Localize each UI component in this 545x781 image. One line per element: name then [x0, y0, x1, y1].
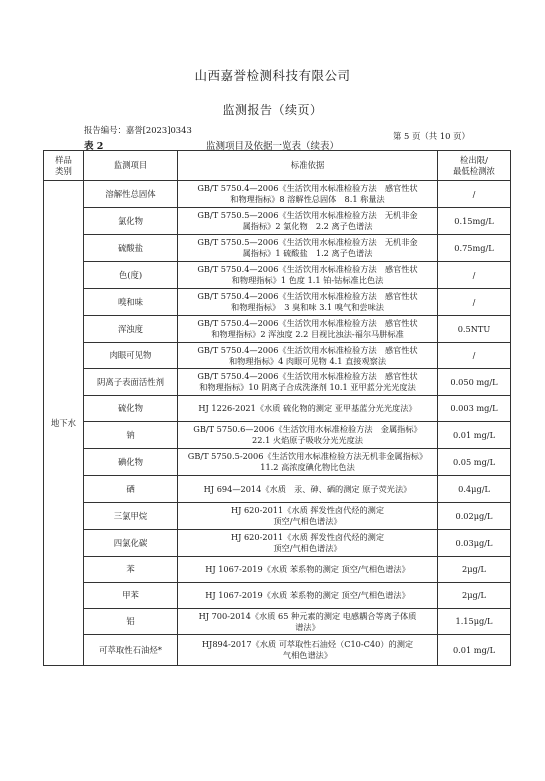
table-row: [44, 530, 511, 557]
table-label: 表 2: [84, 141, 104, 152]
basis-cell: [178, 316, 438, 343]
col-header-limit-line1: 检出限/: [460, 154, 488, 165]
limit-cell: 0.050 mg/L: [438, 369, 511, 396]
sample-category-cell: 地下水: [44, 181, 84, 666]
item-cell: 溶解性总固体: [84, 181, 178, 208]
basis-cell: [178, 449, 438, 476]
basis-cell: [178, 235, 438, 262]
limit-cell: /: [438, 181, 511, 208]
item-cell: 钠: [84, 422, 178, 449]
col-header-sample-line2: 类别: [55, 165, 72, 176]
table-row: [44, 503, 511, 530]
basis-line-1: GB/T 5750.4—2006《生活饮用水标准检验方法 感官性状: [197, 371, 418, 381]
basis-cell: [178, 609, 438, 635]
basis-line-1: GB/T 5750.5-2006《生活饮用水标准检验方法无机非金属指标》: [187, 451, 428, 461]
basis-line-2: 属指标》1 硫酸盐 1.2 离子色谱法: [242, 248, 373, 258]
basis-cell: [178, 583, 438, 609]
limit-cell: 2μg/L: [438, 557, 511, 583]
table-row: [44, 609, 511, 635]
basis-line-2: 属指标》2 氯化物 2.2 离子色谱法: [242, 221, 373, 231]
document-title: 监测报告（续页）: [222, 103, 323, 117]
item-cell: 阴离子表面活性剂: [84, 369, 178, 396]
item-cell: 硫酸盐: [84, 235, 178, 262]
basis-cell: [178, 343, 438, 369]
basis-cell: [178, 262, 438, 289]
basis-line-1: GB/T 5750.4—2006《生活饮用水标准检验方法 感官性状: [197, 183, 418, 193]
basis-cell: [178, 476, 438, 503]
basis-line-1: HJ 620-2011《水质 挥发性卤代烃的测定: [230, 532, 385, 542]
basis-cell: [178, 557, 438, 583]
basis-line-1: HJ 1067-2019《水质 苯系物的测定 顶空/气相色谱法》: [205, 590, 410, 600]
item-cell: 铝: [84, 609, 178, 635]
table-row: [44, 476, 511, 503]
item-cell: 三氯甲烷: [84, 503, 178, 530]
item-cell: 氯化物: [84, 208, 178, 235]
item-cell: 苯: [84, 557, 178, 583]
basis-cell: [178, 635, 438, 666]
item-cell: 甲苯: [84, 583, 178, 609]
limit-cell: 0.003 mg/L: [438, 396, 511, 422]
limit-cell: /: [438, 289, 511, 316]
basis-line-1: GB/T 5750.5—2006《生活饮用水标准检验方法 无机非金: [197, 237, 418, 247]
item-cell: 浑浊度: [84, 316, 178, 343]
table-row: [44, 262, 511, 289]
col-header-basis: 标准依据: [178, 151, 438, 181]
basis-line-2: 顶空/气相色谱法》: [273, 516, 342, 526]
basis-line-2: 气相色谱法》: [282, 650, 333, 660]
table-row: [44, 181, 511, 208]
monitoring-items-table: [43, 150, 511, 666]
item-cell: 硫化物: [84, 396, 178, 422]
item-cell: 肉眼可见物: [84, 343, 178, 369]
table-row: [44, 369, 511, 396]
limit-cell: 0.02μg/L: [438, 503, 511, 530]
basis-line-1: GB/T 5750.4—2006《生活饮用水标准检验方法 感官性状: [197, 318, 418, 328]
limit-cell: /: [438, 343, 511, 369]
limit-cell: 0.75mg/L: [438, 235, 511, 262]
basis-line-2: 和物理指标》1 色度 1.1 铂-钴标准比色法: [231, 275, 384, 285]
limit-cell: 0.15mg/L: [438, 208, 511, 235]
basis-line-2: 22.1 火焰原子吸收分光光度法: [252, 435, 363, 445]
table-row: [44, 422, 511, 449]
table-row: [44, 449, 511, 476]
basis-cell: [178, 181, 438, 208]
basis-cell: [178, 396, 438, 422]
basis-line-1: GB/T 5750.4—2006《生活饮用水标准检验方法 感官性状: [197, 291, 418, 301]
col-header-sample-line1: 样品: [55, 154, 72, 165]
basis-line-2: 和物理指标》4 肉眼可见物 4.1 直接观察法: [228, 355, 387, 366]
table-row: [44, 316, 511, 343]
basis-line-1: HJ 1226-2021《水质 硫化物的测定 亚甲基蓝分光光度法》: [198, 403, 417, 413]
item-cell: 碘化物: [84, 449, 178, 476]
table-row: [44, 583, 511, 609]
basis-line-1: HJ 1067-2019《水质 苯系物的测定 顶空/气相色谱法》: [205, 564, 410, 574]
basis-line-2: 11.2 高浓度碘化物比色法: [260, 462, 355, 472]
basis-line-2: 和物理指标》8 溶解性总固体 8.1 称量法: [230, 194, 385, 204]
limit-cell: 0.05 mg/L: [438, 449, 511, 476]
page-number: 第 5 页（共 10 页）: [393, 131, 470, 141]
table-row: [44, 396, 511, 422]
basis-cell: [178, 289, 438, 316]
col-header-limit-line2: 最低检测浓: [453, 165, 495, 176]
col-header-item: 监测项目: [84, 151, 178, 181]
basis-line-2: 和物理指标》 3 臭和味 3.1 嗅气和尝味法: [231, 302, 384, 312]
basis-line-1: GB/T 5750.4—2006《生活饮用水标准检验方法 感官性状: [197, 344, 418, 355]
table-row: [44, 343, 511, 369]
limit-cell: 0.4μg/L: [438, 476, 511, 503]
basis-line-2: 和物理指标》10 阴离子合成洗涤剂 10.1 亚甲蓝分光光度法: [199, 382, 416, 392]
table-body: [44, 181, 511, 666]
basis-cell: [178, 369, 438, 396]
limit-cell: 2μg/L: [438, 583, 511, 609]
table-header-row: [44, 151, 511, 181]
table-title: 监测项目及依据一览表（续表）: [205, 141, 339, 152]
col-header-limit: [438, 151, 511, 181]
basis-cell: [178, 208, 438, 235]
company-name: 山西嘉誉检测科技有限公司: [194, 68, 351, 83]
basis-line-1: HJ 620-2011《水质 挥发性卤代烃的测定: [230, 505, 385, 515]
item-cell: 四氯化碳: [84, 530, 178, 557]
basis-line-1: GB/T 5750.4—2006《生活饮用水标准检验方法 感官性状: [197, 264, 418, 274]
col-header-sample-category: [44, 151, 84, 181]
limit-cell: 0.01 mg/L: [438, 422, 511, 449]
report-number: 报告编号：嘉誉[2023]0343: [84, 125, 192, 135]
basis-line-2: 谱法》: [295, 621, 320, 632]
table-row: [44, 557, 511, 583]
basis-line-2: 和物理指标》2 浑浊度 2.2 目视比浊法-福尔马肼标准: [211, 329, 404, 339]
limit-cell: 0.5NTU: [438, 316, 511, 343]
basis-cell: [178, 503, 438, 530]
table-row: [44, 208, 511, 235]
table-row: [44, 289, 511, 316]
item-cell: 嗅和味: [84, 289, 178, 316]
item-cell: 硒: [84, 476, 178, 503]
limit-cell: 0.01 mg/L: [438, 635, 511, 666]
table-row: [44, 635, 511, 666]
limit-cell: /: [438, 262, 511, 289]
item-cell: 可萃取性石油烃*: [84, 635, 178, 666]
basis-line-2: 顶空/气相色谱法》: [273, 543, 342, 553]
basis-cell: [178, 530, 438, 557]
basis-line-1: GB/T 5750.6—2006《生活饮用水标准检验方法 金属指标》: [193, 424, 422, 434]
basis-cell: [178, 422, 438, 449]
table-row: [44, 235, 511, 262]
basis-line-1: HJ 694—2014《水质 汞、砷、硒的测定 原子荧光法》: [203, 483, 412, 494]
basis-line-1: HJ 700-2014《水质 65 种元素的测定 电感耦合等离子体质: [198, 610, 417, 621]
basis-line-1: GB/T 5750.5—2006《生活饮用水标准检验方法 无机非金: [197, 210, 418, 220]
basis-line-1: HJ894-2017《水质 可萃取性石油烃（C10-C40）的测定: [201, 639, 414, 649]
limit-cell: 0.03μg/L: [438, 530, 511, 557]
limit-cell: 1.15μg/L: [438, 609, 511, 635]
item-cell: 色(度): [84, 262, 178, 289]
